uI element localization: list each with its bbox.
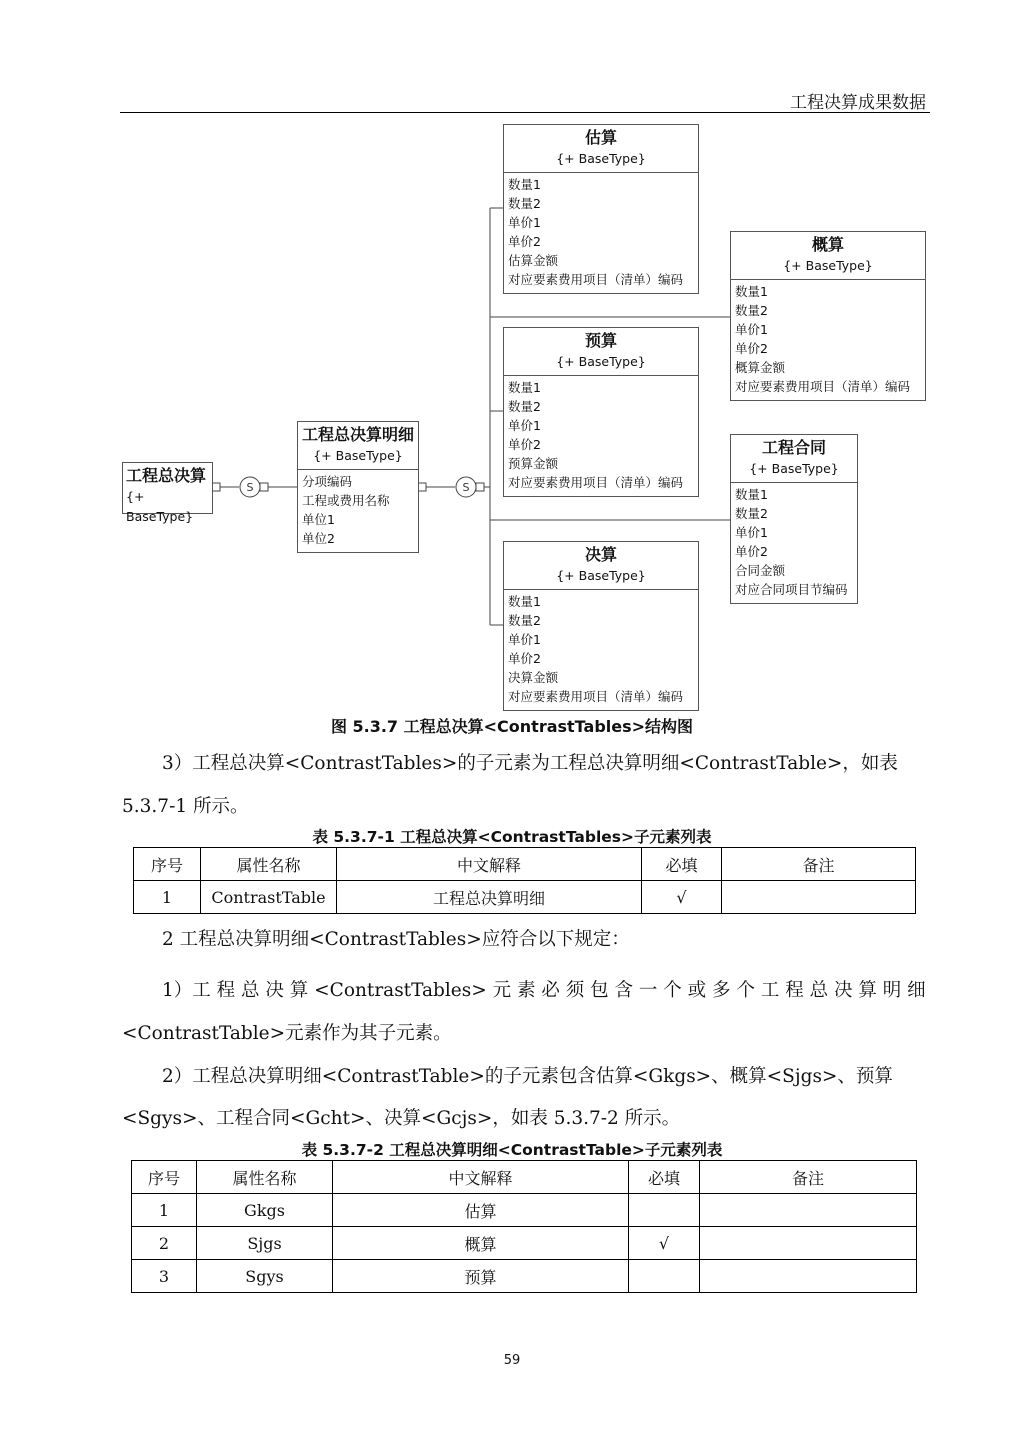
table-cell: 估算 xyxy=(333,1194,629,1227)
field-item: 概算金额 xyxy=(735,360,786,375)
table-row xyxy=(134,881,916,914)
yusuan-title: 预算 xyxy=(584,331,617,350)
table-cell: 1 xyxy=(134,881,201,914)
table-cell xyxy=(629,1194,700,1227)
detail-basetype: {+ BaseType} xyxy=(298,446,418,470)
gaisuan-title: 概算 xyxy=(811,235,844,254)
table-cell: 预算 xyxy=(333,1260,629,1293)
field-item: 单位1 xyxy=(302,512,335,527)
hetong-title: 工程合同 xyxy=(761,438,826,457)
column-header: 必填 xyxy=(629,1161,700,1194)
field-item: 预算金额 xyxy=(508,456,559,471)
table-cell xyxy=(722,881,916,914)
column-header: 序号 xyxy=(132,1161,197,1194)
paragraph-2: 2 工程总决算明细<ContrastTables>应符合以下规定： xyxy=(162,929,630,950)
juesuan-title: 决算 xyxy=(584,545,617,564)
column-header: 属性名称 xyxy=(201,848,337,881)
field-item: 决算金额 xyxy=(508,670,559,685)
juesuan-basetype: {+ BaseType} xyxy=(504,566,698,590)
field-item: 数量1 xyxy=(735,284,768,299)
table1 xyxy=(133,847,916,914)
page-header: 工程决算成果数据 xyxy=(790,93,926,113)
table-cell xyxy=(700,1260,917,1293)
hetong-basetype: {+ BaseType} xyxy=(731,459,857,483)
paragraph-1-line-2: 5.3.7-1 所示。 xyxy=(122,796,249,817)
yusuan-basetype: {+ BaseType} xyxy=(504,352,698,376)
table-cell: ContrastTable xyxy=(201,881,337,914)
field-item: 数量2 xyxy=(508,399,541,414)
juesuan-fields xyxy=(504,590,698,708)
column-header: 中文解释 xyxy=(337,848,642,881)
field-item: 对应要素费用项目（清单）编码 xyxy=(735,379,911,394)
table-row xyxy=(132,1260,917,1293)
s-marker-2: S xyxy=(462,481,470,494)
column-header: 备注 xyxy=(722,848,916,881)
gaisuan-box xyxy=(730,231,926,401)
field-item: 单价1 xyxy=(735,525,768,540)
gaisuan-fields xyxy=(731,280,925,398)
field-item: 单价1 xyxy=(508,632,541,647)
column-header: 必填 xyxy=(642,848,722,881)
table-cell: Gkgs xyxy=(197,1194,333,1227)
field-item: 单价1 xyxy=(508,418,541,433)
detail-title: 工程总决算明细 xyxy=(301,425,414,444)
yusuan-box xyxy=(503,327,699,497)
detail-fields xyxy=(298,470,418,550)
figure-caption: 图 5.3.7 工程总决算<ContrastTables>结构图 xyxy=(330,717,694,736)
table-cell xyxy=(700,1227,917,1260)
gusuan-fields xyxy=(504,173,698,291)
table-cell: Sjgs xyxy=(197,1227,333,1260)
field-item: 数量2 xyxy=(735,303,768,318)
table-cell: √ xyxy=(629,1227,700,1260)
column-header: 中文解释 xyxy=(333,1161,629,1194)
paragraph-4-line-2: <Sgys>、工程合同<Gcht>、决算<Gcjs>，如表 5.3.7-2 所示。 xyxy=(122,1108,681,1129)
field-item: 单价1 xyxy=(508,215,541,230)
table-cell: Sgys xyxy=(197,1260,333,1293)
field-item: 数量1 xyxy=(735,487,768,502)
field-item: 单价1 xyxy=(735,322,768,337)
field-item: 对应要素费用项目（清单）编码 xyxy=(508,475,684,490)
table-cell: 概算 xyxy=(333,1227,629,1260)
column-header: 属性名称 xyxy=(197,1161,333,1194)
field-item: 数量2 xyxy=(508,196,541,211)
column-header: 备注 xyxy=(700,1161,917,1194)
hetong-fields xyxy=(731,483,857,601)
paragraph-3-line-1: 1）工 程 总 决 算 <ContrastTables> 元 素 必 须 包 含 一 个 或 多 个 工 程 总 决 算 明 细 xyxy=(162,980,926,1001)
field-item: 工程或费用名称 xyxy=(302,493,390,508)
table-cell: 2 xyxy=(132,1227,197,1260)
table-row xyxy=(132,1227,917,1260)
page-number: 59 xyxy=(503,1353,521,1368)
table2 xyxy=(131,1160,917,1293)
field-item: 单价2 xyxy=(508,234,541,249)
table-cell: √ xyxy=(642,881,722,914)
table-cell: 3 xyxy=(132,1260,197,1293)
gusuan-title: 估算 xyxy=(584,128,617,147)
field-item: 数量2 xyxy=(508,613,541,628)
field-item: 对应要素费用项目（清单）编码 xyxy=(508,689,684,704)
root-title: 工程总决算 xyxy=(126,466,207,485)
table-cell: 1 xyxy=(132,1194,197,1227)
table2-caption: 表 5.3.7-2 工程总决算明细<ContrastTable>子元素列表 xyxy=(301,1141,723,1159)
field-item: 单价2 xyxy=(508,437,541,452)
field-item: 单价2 xyxy=(508,651,541,666)
field-item: 数量1 xyxy=(508,380,541,395)
paragraph-4-line-1: 2）工程总决算明细<ContrastTable>的子元素包含估算<Gkgs>、概算<Sjgs>、预算 xyxy=(162,1066,893,1087)
field-item: 分项编码 xyxy=(302,474,353,489)
detail-box xyxy=(297,421,419,553)
field-item: 对应合同项目节编码 xyxy=(735,582,848,597)
table-header-row xyxy=(134,848,916,881)
gusuan-box xyxy=(503,124,699,294)
field-item: 单位2 xyxy=(302,531,335,546)
gaisuan-basetype: {+ BaseType} xyxy=(731,256,925,280)
field-item: 单价2 xyxy=(735,544,768,559)
root-basetype: {+ BaseType} xyxy=(126,489,194,524)
table-cell xyxy=(700,1194,917,1227)
table-cell xyxy=(629,1260,700,1293)
field-item: 估算金额 xyxy=(508,253,559,268)
field-item: 单价2 xyxy=(735,341,768,356)
juesuan-box xyxy=(503,541,699,711)
table-cell: 工程总决算明细 xyxy=(337,881,642,914)
paragraph-3-line-2: <ContrastTable>元素作为其子元素。 xyxy=(122,1023,452,1044)
root-box xyxy=(122,462,213,524)
hetong-box xyxy=(730,434,858,604)
field-item: 对应要素费用项目（清单）编码 xyxy=(508,272,684,287)
paragraph-1-line-1: 3）工程总决算<ContrastTables>的子元素为工程总决算明细<ContrastTable>，如表 xyxy=(162,753,898,774)
field-item: 数量1 xyxy=(508,177,541,192)
table1-caption: 表 5.3.7-1 工程总决算<ContrastTables>子元素列表 xyxy=(312,828,712,846)
column-header: 序号 xyxy=(134,848,201,881)
field-item: 数量1 xyxy=(508,594,541,609)
gusuan-basetype: {+ BaseType} xyxy=(504,149,698,173)
table-row xyxy=(132,1194,917,1227)
yusuan-fields xyxy=(504,376,698,494)
field-item: 合同金额 xyxy=(735,563,786,578)
field-item: 数量2 xyxy=(735,506,768,521)
table-header-row xyxy=(132,1161,917,1194)
s-marker-1: S xyxy=(246,481,254,494)
